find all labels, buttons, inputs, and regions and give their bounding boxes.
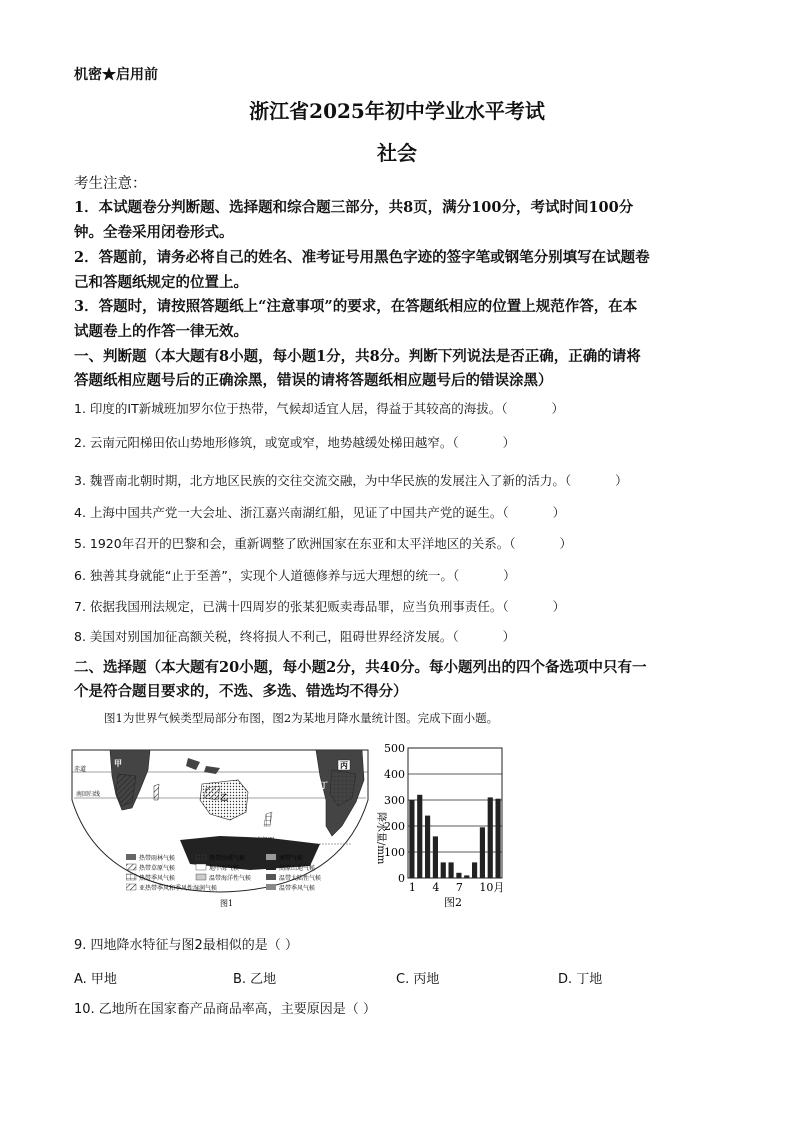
- close-paren: ）: [615, 473, 628, 488]
- option-c: C. 丙地: [396, 972, 440, 987]
- question-6: [74, 566, 516, 584]
- label-bing: 丙: [340, 760, 348, 770]
- y-axis-label: 降水量/mm: [375, 812, 386, 865]
- close-paren: ）: [551, 401, 564, 416]
- legend-swatch: [266, 884, 276, 890]
- legend-swatch: [266, 854, 276, 860]
- confidential-label: 机密★启用前: [74, 67, 158, 83]
- option-a: A. 甲地: [74, 972, 117, 987]
- option-b: B. 乙地: [233, 972, 277, 987]
- label-ding: 丁: [320, 780, 328, 790]
- question-text: 5. 1920年召开的巴黎和会，重新调整了欧洲国家在东亚和太平洋地区的关系。（: [74, 536, 516, 551]
- legend-item: 热带沙漠气候: [209, 855, 246, 862]
- bar: [409, 800, 414, 878]
- bar: [472, 862, 477, 878]
- legend-swatch: [126, 874, 136, 880]
- madagascar-shape: [154, 784, 159, 800]
- question-10: 10. 乙地所在国家畜产品商品率高，主要原因是（ ）: [74, 1002, 376, 1017]
- section1-heading-2: 答题纸相应题号后的正确涂黑，错误的请将答题纸相应题号后的错误涂黑）: [74, 372, 553, 389]
- y-tick-label: 400: [384, 768, 405, 781]
- bar: [480, 827, 485, 878]
- bar: [441, 862, 446, 878]
- close-paren: ）: [552, 505, 566, 520]
- x-tick-label: 4: [432, 881, 440, 894]
- close-paren: ）: [502, 435, 516, 450]
- bar: [425, 816, 430, 878]
- y-tick-label: 300: [384, 794, 405, 807]
- y-tick-label: 500: [384, 742, 405, 755]
- precipitation-chart: [366, 740, 516, 912]
- legend-swatch: [196, 864, 206, 870]
- question-text: 1. 印度的IT新城班加罗尔位于热带，气候却适宜人居，得益于其较高的海拔。（: [74, 401, 508, 416]
- question-text: 4. 上海中国共产党一大会址、浙江嘉兴南湖红船，见证了中国共产党的诞生。（: [74, 505, 509, 520]
- bar: [464, 875, 469, 878]
- question-text: 7. 依据我国刑法规定，已满十四周岁的张某犯贩卖毒品罪，应当负刑事责任。（: [74, 599, 509, 614]
- question-4: [74, 503, 565, 521]
- legend-swatch: [266, 864, 276, 870]
- x-tick-label: 7: [455, 881, 463, 894]
- x-tick-label: 10月: [479, 881, 505, 894]
- question-7: [74, 597, 565, 615]
- close-paren: ）: [559, 536, 572, 551]
- bar: [433, 836, 438, 878]
- legend-swatch: [196, 854, 206, 860]
- bar: [448, 862, 453, 878]
- australia-hatch: [204, 786, 220, 800]
- notice-line-1: 1．本试题卷分判断题、选择题和综合题三部分，共8页，满分100分，考试时间100分: [74, 199, 634, 216]
- option-d: D. 丁地: [558, 972, 603, 987]
- legend-swatch: [126, 864, 136, 870]
- y-tick-label: 100: [384, 846, 405, 859]
- legend-item: 温带大陆性气候: [279, 875, 322, 882]
- notice-line-4: 己和答题纸规定的位置上。: [74, 274, 248, 291]
- legend-item: 温带海洋性气候: [209, 875, 252, 882]
- notice-heading: 考生注意：: [74, 176, 147, 192]
- question-text: 8. 美国对别国加征高额关税，终将损人不利己，阻碍世界经济发展。（: [74, 629, 459, 644]
- section1-heading-1: 一、判断题（本大题有8小题，每小题1分，共8分。判断下列说法是否正确，正确的请将: [74, 348, 641, 365]
- legend-item: 热带季风气候: [139, 875, 176, 882]
- question-text: 6. 独善其身就能“止于至善”，实现个人道德修养与远大理想的统一。（: [74, 568, 460, 583]
- climate-legend: [126, 854, 336, 914]
- x-tick-label: 1: [408, 881, 416, 894]
- legend-swatch: [126, 854, 136, 860]
- figure-intro: 图1为世界气候类型局部分布图，图2为某地月降水量统计图。完成下面小题。: [104, 711, 499, 725]
- y-tick-label: 0: [398, 872, 405, 885]
- legend-item: 亚热带季风和季风性湿润气候: [139, 885, 218, 892]
- tropic-label: 南回归线: [76, 791, 101, 798]
- question-text: 3. 魏晋南北朝时期，北方地区民族的交往交流交融，为中华民族的发展注入了新的活力。（: [74, 473, 572, 488]
- label-jia: 甲: [114, 758, 122, 768]
- section2-heading-2: 个是符合题目要求的，不选、多选、错选均不得分）: [74, 683, 408, 700]
- legend-item: 热带雨林气候: [139, 855, 176, 862]
- legend-item: 高原山地气候: [279, 865, 316, 872]
- question-9: 9. 四地降水特征与图2最相似的是（ ）: [74, 938, 298, 953]
- legend-item: 温带季风气候: [279, 885, 316, 892]
- legend-item: 寒带气候: [279, 855, 304, 862]
- bar: [417, 795, 422, 878]
- notice-line-2: 钟。全卷采用闭卷形式。: [74, 224, 234, 241]
- close-paren: ）: [552, 599, 566, 614]
- figure1-caption: 图1: [220, 899, 234, 908]
- bar: [488, 797, 493, 878]
- notice-line-5: 3．答题时，请按照答题纸上“注意事项”的要求，在答题纸相应的位置上规范作答，在本: [74, 298, 638, 315]
- exam-title: 浙江省2025年初中学业水平考试: [249, 99, 545, 123]
- legend-item: 热带草原气候: [139, 865, 176, 872]
- bar: [495, 799, 500, 878]
- y-tick-label: 200: [384, 820, 405, 833]
- notice-line-3: 2．答题前，请务必将自己的姓名、准考证号用黑色字迹的签字笔或钢笔分别填写在试题卷: [74, 249, 650, 266]
- question-3: [74, 471, 628, 489]
- chart-caption: 图2: [444, 896, 462, 909]
- question-5: [74, 534, 572, 552]
- question-text: 2. 云南元阳梯田依山势地形修筑，或宽或窄，地势越缓处梯田越窄。（: [74, 435, 459, 450]
- question-1: [74, 399, 564, 417]
- legend-swatch: [126, 884, 136, 890]
- close-paren: ）: [502, 629, 516, 644]
- bar: [456, 873, 461, 878]
- subject-title: 社会: [377, 141, 417, 165]
- equator-label: 赤道: [74, 766, 87, 773]
- label-yi: 乙: [220, 792, 228, 802]
- legend-swatch: [196, 874, 206, 880]
- legend-swatch: [266, 874, 276, 880]
- question-2: [74, 433, 515, 451]
- legend-item: 地中海气候: [209, 865, 240, 872]
- notice-line-6: 试题卷上的作答一律无效。: [74, 323, 248, 340]
- question-8: [74, 627, 515, 645]
- close-paren: ）: [503, 568, 516, 583]
- section2-heading-1: 二、选择题（本大题有20小题，每小题2分，共40分。每小题列出的四个备选项中只有一: [74, 659, 647, 676]
